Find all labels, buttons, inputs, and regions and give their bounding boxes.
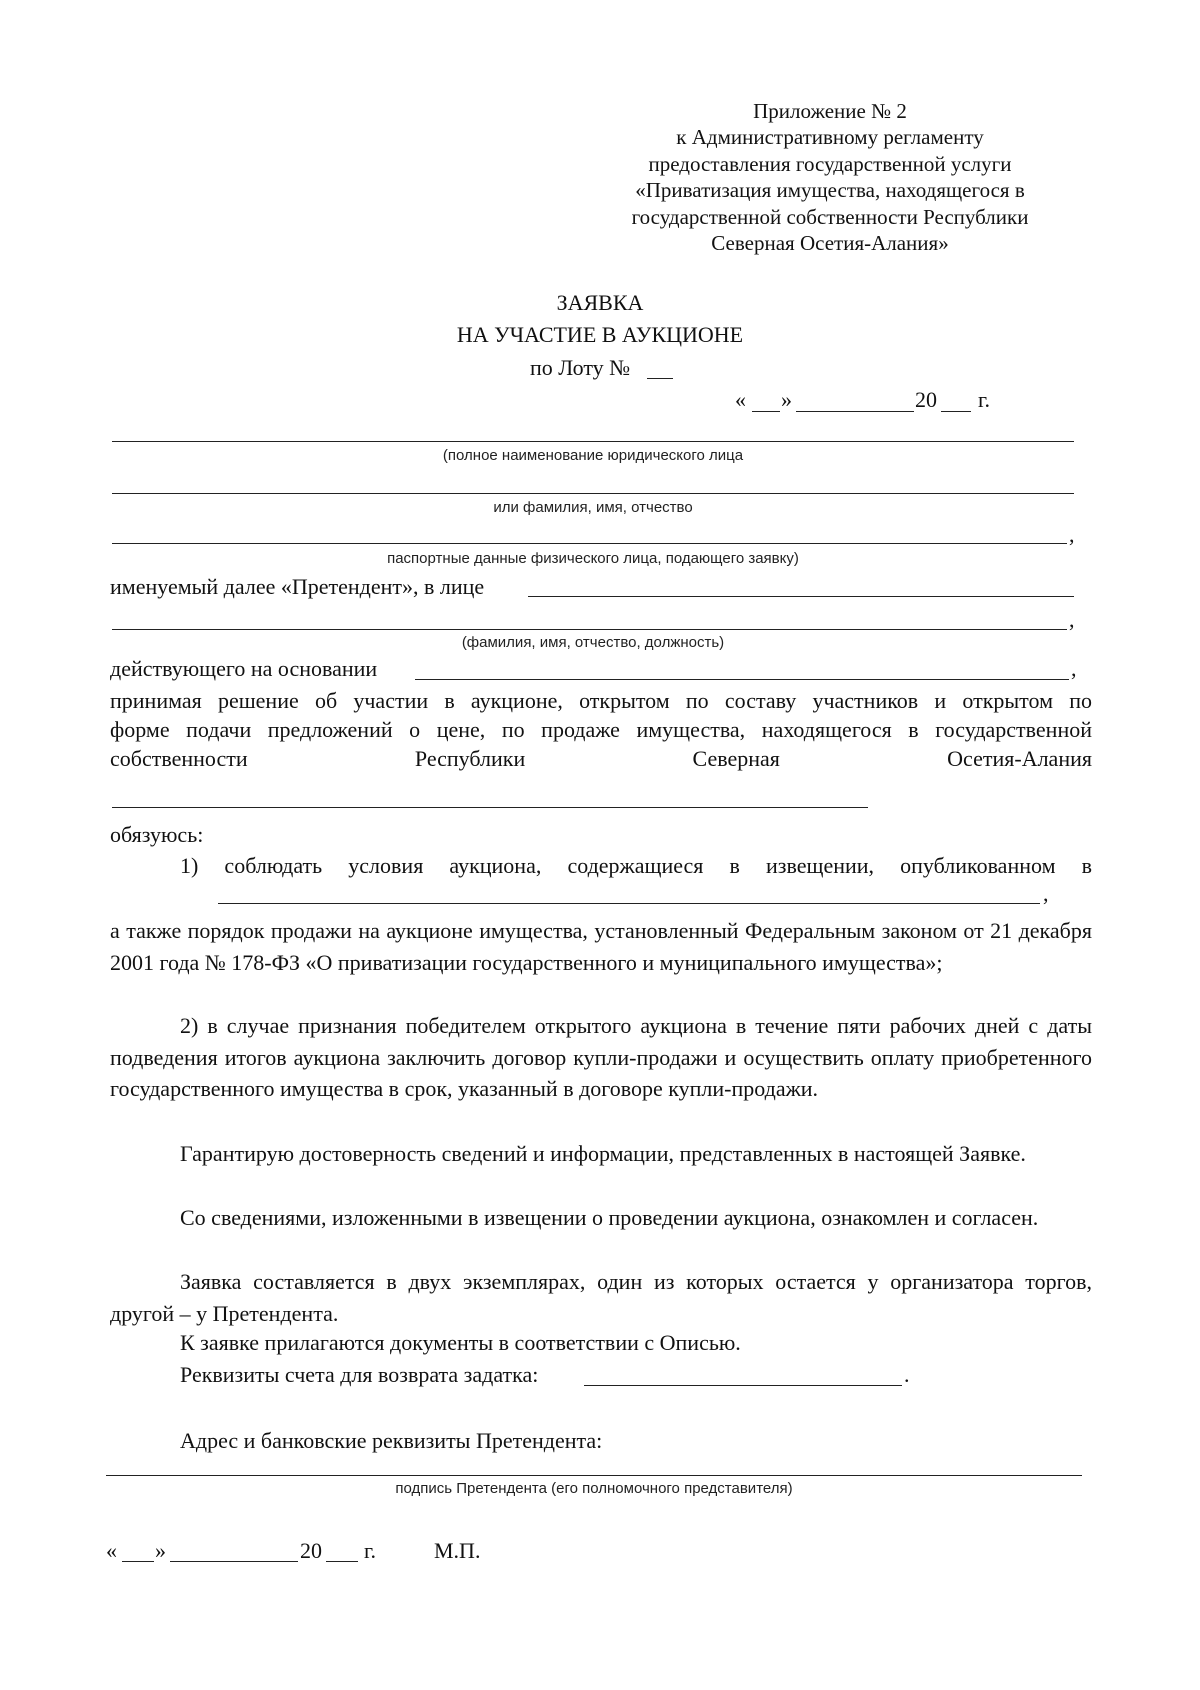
lot-number-line[interactable] [647,378,673,379]
fio-position-caption: (фамилия, имя, отчество, должность) [461,634,725,651]
refund-label: Реквизиты счета для возврата задатка: [180,1362,539,1387]
intro-word-4: Осетия-Алания [947,746,1092,771]
intro-line-3 [110,746,1092,772]
lot-label-text: по Лоту № [530,355,631,380]
property-line[interactable] [112,807,868,808]
item-1: 1) соблюдать условия аукциона, содержащиеся в извещении, опубликованном в [180,853,1092,878]
publication-line[interactable] [218,903,1040,904]
attached-documents: К заявке прилагаются документы в соответствии с Описью. [180,1330,741,1355]
item-1-continuation: а также порядок продажи на аукционе имущества, установленный Федеральным законом от 21 декабря 2001 года № 178-ФЗ «О приватизации государственного и муниципального имущества»; [110,918,1092,975]
date-year-prefix: 20 [915,387,937,412]
intro-line-1: принимая решение об участии в аукционе, открытом по составу участников и открытом по [110,688,1092,713]
passport-caption: паспортные данные физического лица, подающего заявку) [387,550,799,567]
appendix-line-1: Приложение № 2 [753,99,907,123]
acting-basis-label: действующего на основании [110,656,378,681]
footer-open-quote: « [106,1538,117,1563]
date-year-line[interactable] [941,411,971,412]
stamp-label: М.П. [434,1538,481,1563]
refund-period: . [904,1362,910,1387]
copies-paragraph: Заявка составляется в двух экземплярах, один из которых остается у организатора торгов, другой – у Претендента. [110,1269,1092,1326]
footer-year-line[interactable] [326,1561,358,1562]
footer-close-quote: » [155,1538,166,1563]
publication-comma: , [1043,881,1049,906]
date-month-line[interactable] [796,411,914,412]
date-year-suffix: г. [978,387,991,412]
acting-basis-line[interactable] [415,679,1069,680]
refund-account-line[interactable] [584,1385,902,1386]
footer-year-prefix: 20 [300,1538,322,1563]
legal-name-caption: (полное наименование юридического лица [442,447,744,464]
footer-year-suffix: г. [364,1538,377,1563]
footer-month-line[interactable] [170,1561,298,1562]
intro-line-2: форме подачи предложений о цене, по продаже имущества, находящегося в государственной [110,717,1092,742]
obligate-label: обязуюсь: [110,822,204,847]
appendix-line-3: предоставления государственной услуги [648,151,1012,176]
appendix-line-4: «Приватизация имущества, находящегося в [635,178,1025,203]
appendix-block [580,98,1080,256]
appendix-line-2: к Административному регламенту [676,125,984,150]
appendix-line-5: государственной собственности Республики [631,204,1029,229]
date-day-line[interactable] [752,411,780,412]
signature-line[interactable] [106,1475,1082,1476]
representative-line[interactable] [528,596,1074,597]
date-open-quote: « [735,387,746,412]
intro-word-1: собственности [110,746,248,771]
footer-day-line[interactable] [122,1561,154,1562]
passport-comma: , [1069,522,1075,547]
person-name-line[interactable] [112,493,1074,494]
signature-caption: подпись Претендента (его полномочного представителя) [395,1480,793,1497]
named-as-label: именуемый далее «Претендент», в лице [110,574,485,599]
guarantee-paragraph: Гарантирую достоверность сведений и информации, представленных в настоящей Заявке. [180,1141,1026,1166]
date-close-quote: » [781,387,792,412]
acquainted-paragraph: Со сведениями, изложенными в извещении о проведении аукциона, ознакомлен и согласен. [180,1205,1039,1230]
intro-word-3: Северная [692,746,780,771]
address-label: Адрес и банковские реквизиты Претендента: [180,1428,603,1453]
passport-line[interactable] [112,543,1067,544]
person-name-caption: или фамилия, имя, отчество [493,499,693,516]
legal-name-line[interactable] [112,441,1074,442]
acting-basis-comma: , [1071,656,1077,681]
item-2: 2) в случае признания победителем открытого аукциона в течение пяти рабочих дней с даты подведения итогов аукциона заключить договор купли-продажи и осуществить оплату приобретенного государственного имущества в срок, указанный в договоре купли-продажи. [110,1013,1092,1102]
document-subtitle: НА УЧАСТИЕ В АУКЦИОНЕ [456,322,744,347]
document-title: ЗАЯВКА [556,290,644,315]
appendix-line-6: Северная Осетия-Алания» [711,231,949,256]
intro-word-2: Республики [414,746,526,771]
fio-comma: , [1069,607,1075,632]
fio-position-line[interactable] [112,629,1067,630]
lot-label [530,355,630,381]
